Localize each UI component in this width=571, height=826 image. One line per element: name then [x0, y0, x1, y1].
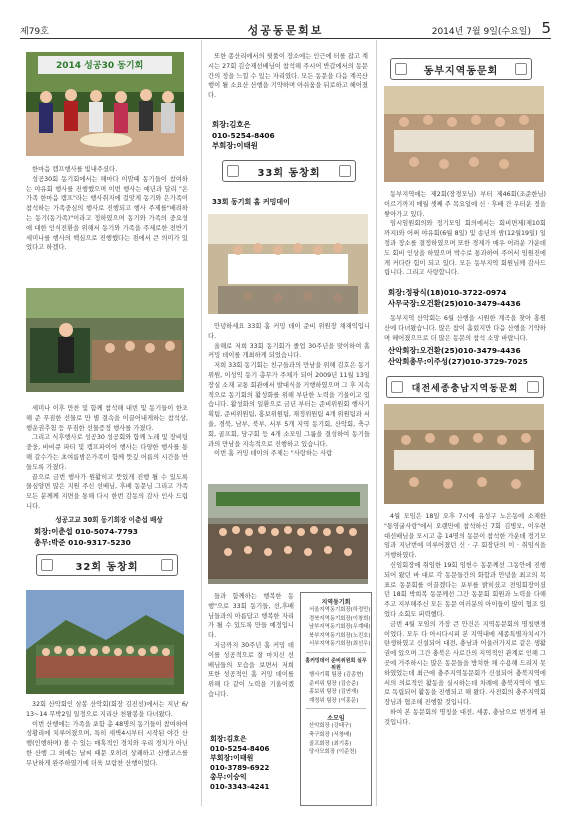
- banner-ornament-icon: [527, 381, 539, 393]
- paragraph: 동부지역 산악회는 6월 산행을 시원한 계곡을 찾아 홍원산에 다녀왔습니다. 많은 참이 흘렀지만 다음 산행을 기약하며 헤어졌으므로 더 많은 동문의 참석 소망 바랍니다.: [384, 315, 546, 342]
- banner-title: 32회 동창회: [75, 561, 139, 573]
- sidebar-line: 경북지역동기회장(이창희): [309, 615, 371, 622]
- banner-33rd-reunion: [222, 160, 356, 182]
- banner-ornament-icon: [41, 559, 53, 571]
- photo-32nd-hiking: [26, 590, 184, 694]
- contact-line: 회장:김호은: [210, 735, 247, 743]
- sidebar-line: 서울지역동기회장(하정민): [309, 607, 371, 613]
- issue-number: 제79호: [20, 27, 49, 37]
- article-30th-text-1: [26, 165, 188, 253]
- contact-line: 회장:정광식(18)010-3722-0974: [388, 288, 507, 297]
- paragraph: 이번 홈 커밍 데이의 주제는 "사랑하는 사람: [214, 450, 333, 458]
- signature-30th: 성공고교 30회 동기회장 이춘섭 배상: [55, 516, 163, 524]
- banner-title: 대전세종충남지역동문회: [411, 383, 519, 394]
- paragraph: 안녕하세요 33회 홈 커밍 데이 준비 위원장 채재익입니다.: [208, 323, 370, 340]
- paragraph: 하여 본 동문회의 명칭을 대전, 세종, 충남으로 변경케 된 것입니다.: [384, 708, 546, 726]
- photo-33rd-group: [208, 484, 368, 584]
- paragraph: 금번 4월 모임의 가장 큰 안건은 지역동문회의 명칭변경 이었다. 모두 다 아시다시피 본 지역내에 세종특별자치시가 탄생하였고 신설되어 대전, 충남과 어울러가지로 같은 생활권에 있으며 그간 충북은 사로간의 지역적인 관계로 인해 그곳에 거주하시는 많은 동문들을 방치한 채 수용해 드리지 못하였었는데 최근에 충주지역동문회가 신설되어 충북지역에서의 의료적인 활동을 실시하는데 차례에 충북지역이 별도로 독립되어 활동을 진행되고 해 왔다. 사전회의 충주지역회 장님과 협조해 진행할 것입니다.: [384, 620, 546, 707]
- photo-east-dinner: [384, 86, 544, 182]
- photo-banner-text: 2014 성공30 동기회: [56, 61, 144, 71]
- banner-ornament-icon: [161, 559, 173, 571]
- sidebar-divider: [306, 652, 366, 653]
- paragraph: 또한 종산리에서의 뒷풀이 장소에는 인근에 터를 잡고 계시는 27회 김승재선배님이 참석해 주시어 반갑에서의 동문간의 정을 느낄 수 있는 자리였다. 모든 동문을 다음 계곡산행이 될 소요산 산행을 기약하며 아쉬움을 뒤로하고 헤어졌다.: [208, 53, 368, 100]
- banner-ornament-icon: [391, 381, 403, 393]
- sidebar-line: 당사모회장 (이준천): [309, 749, 357, 756]
- contact-line: 총무:이승익: [210, 773, 247, 782]
- contact-line: 010-5254-8406: [210, 744, 270, 753]
- photo-33rd-meeting: [208, 214, 368, 314]
- article-30th-text-2: [26, 404, 188, 512]
- contact-line: 부회장:이태원: [212, 141, 258, 151]
- sidebar-heading: 지역동기회: [321, 599, 351, 606]
- contacts-east: [388, 288, 548, 309]
- sidebar-heading: 소모임: [327, 715, 345, 723]
- banner-daejeon-region: [386, 376, 544, 398]
- paragraph: 그리고 식후행사로 성공30 성공회와 함께 노래 및 장비팅 중웅, 바비큐 파티 및 캠프파이어 행사는 다양한 행사를 통해 갈수가는 초여름밤은가족이 함께 뜻깊 어름의 시간을 반들도록 가졌다.: [26, 434, 188, 471]
- sidebar-line: 준비위 팀장 (김승준): [309, 680, 359, 687]
- paragraph: 임시임원회의와 정기모임 회의에서는 회비면제(제10회까지)와 어쩌 야유회(6월 8일) 및 송년의 밤(12월19일) 일정과 장소를 결정하였으며 또한 경제가 매우 어려운 가운데도 회비 인상을 하였으며 박수로 통과하여 주어서 임원진에게 커다란 힘이 되고 있다. 모든 동부지역 회원님께 감사드립니다. 그리고 사랑합니다.: [384, 220, 546, 277]
- paragraph: 4월 모임은 18일 오후 7시에 유성구 노은동에 소재한 "통영굴사랑"에서 오랜만에 참석하신 7회 김병모, 이우련 대선배님을 모시고 총 14명의 동문이 참석한 가운데 정기모임과 지난번에 미루어졌던 신 · 구 회장단의 이 · 취임식을 거행하였다.: [384, 513, 546, 560]
- photo-daejeon-dinner: [384, 404, 544, 504]
- newspaper-title: 성공동문회보: [247, 24, 324, 37]
- sidebar-heading: 홈커밍데이 준비위원회 실무위원: [305, 657, 367, 671]
- contact-line: 총무:박준 010-9317-5230: [34, 537, 131, 547]
- sidebar-divider: [306, 708, 366, 709]
- contacts-east-hiking: [388, 346, 548, 367]
- sidebar-line: 골프회장 (최기홍): [309, 740, 352, 747]
- sidebar-line: 북부지역동기회장(노진호): [309, 632, 371, 639]
- caption-33rd-homecoming: 33회 동기회 홈 커밍데이: [212, 198, 290, 206]
- paragraph: 성공30회 동기회에서는 해마다 이맘때 동기들이 참여하는 야유회 행사를 진행했으며 이번 행사는 예년과 달리 "온가족 한마음 캠프"라는 행사취지에 걸맞게 동기와 은가족이 참석하는 가족중심의 행사로 진행되고 행사 주제를"배려하는 동기(동가족)"이라고 정하였으며 동기와 가족의 중요성에 대한 인식전환을 위해서 동기와 가족을 주제로한 전반기 세미나를 행사의 핵심으로 진행했다는 점에서 큰 의미가 있었다고 하겠다.: [26, 175, 188, 252]
- article-east-text-1: [384, 190, 546, 278]
- article-33rd-text-1: [208, 322, 370, 459]
- column-divider-1: [201, 40, 202, 806]
- paragraph: 세미나 이후 만찬 및 함께 참석해 내빈 및 동기들이 한조해 준 푸짐한 선물로 만 별 결속을 이끌어내게하는 참석상, 행운권추첨 등 푸짐한 선물증정 행사를 가졌다.: [26, 405, 188, 432]
- contacts-30th: [34, 527, 192, 548]
- sidebar-line: 홍보위 팀장 (김연재): [309, 689, 359, 696]
- photo-30th-camp-group: [26, 52, 184, 156]
- paragraph: 저희 33회 동기회는 친구들과의 만남을 위해 김호은 동기 위원, 이성익 동기 총무가 주체가 되어 2009년 11월 13일 장실 소재 교통 회관에서 발대식을 거행하였으며 그 후 지속적으로 동기회의 활성화를 위해 부단한 노력을 기울이고 있습니다. 활성화의 일환으로 금년 부터는 준비위원회 행사기획팀, 준비위원팀, 홍보위원팀, 재정위원팀 4개 위원팀과 서울, 경북, 남부, 북부, 서부 5개 지역 동기회, 산악회, 축구회, 골프회, 당구회 등 4개 소모임 그룹을 결성하여 동기들 과의 만남을 지속적으로 진행하고 있습니다.: [208, 362, 370, 448]
- sidebar-line: 행사기획 팀장 (김종현): [309, 671, 364, 678]
- banner-ornament-icon: [395, 63, 407, 75]
- paragraph: 끝으로 금번 행사가 원활히고 뜻있게 진행 될 수 있도록 물심양면 많은 지원 주신 선배님, 후배 동문님 그리고 가족 모든 분께께 지면을 통해 다시 한번 감동의 감사 인사 드립니다.: [26, 473, 188, 510]
- contact-line: 010-5254-8406: [212, 130, 275, 140]
- column-divider-2: [376, 40, 377, 806]
- page-number: 5: [541, 19, 551, 37]
- contact-line: 회장:이춘섭 010-5074-7793: [34, 527, 138, 536]
- paragraph: 한마음 캠프행사를 빛내주셨다.: [32, 166, 118, 173]
- paragraph: 신임회장에 취임한 19회 임헌수 동문께선 그동안에 진행되어 왔던 바 대로 각 동문들간의 화합과 안녕을 최고의 목표로 동문회를 이끌겠다는 포부를 밝히셨고 전임회장이셨던 18회 박희복 동문께선 그간 동문회 회원과 노력을 다해 주고 지부해주신 모든 동문 여러분의 아이들이 많이 협조 있었다 소회도 피력했다.: [384, 561, 546, 618]
- committee-sidebar: [300, 592, 372, 806]
- photo-30th-seminar: [26, 288, 184, 392]
- contact-line: 010-3343-4241: [210, 782, 270, 791]
- sidebar-line: 산악회장 (강태구): [309, 723, 352, 730]
- sidebar-line: 재정위 팀장 (이홍문): [309, 697, 359, 704]
- paragraph: 들과 함께하는 행복한 동행"으로 33회 동기들, 선,후배님들과의 아름답고 행복한 자리가 될 수 있도록 만들 예정입니다.: [208, 593, 294, 640]
- article-daejeon-text: [384, 512, 546, 728]
- paragraph: 이번 산행에는 가족을 포함 총 48명의 동기들이 참여하여 성황리에 치루어졌으며, 특히 새벽4시부터 시작된 야간 산행(인행하며) 볼 수 있는 매혹적인 경치와 우리 경치가 아닌 한 산행 그 외에는 날씨 때문 오히려 상쾌하고 산행코스를 무난하게 완주하였기에 더욱 보람찬 산행이었다.: [26, 720, 188, 767]
- contact-line: 산악회총무:이주성(27)010-3729-7025: [388, 356, 528, 366]
- article-32nd-text: [26, 700, 188, 769]
- contacts-32nd: [212, 120, 372, 152]
- article-east-text-2: [384, 314, 546, 343]
- contact-line: 010-3789-6922: [210, 763, 270, 772]
- paragraph: 동부지역에는 제2회(장경모님) 부터 제46회(조준한님) 이르기까지 매월 셋째 주 목요일에 신 · 후배 간 우터운 정을 쌓아가고 있다.: [384, 191, 546, 218]
- banner-ornament-icon: [227, 165, 239, 177]
- banner-ornament-icon: [515, 63, 527, 75]
- paragraph: 지금까지 30주년 홈 커밍 데이를 성공적으로 잘 마치신 선배님들의 모습을 보면서 저희 또한 성공적인 홈 커밍 데이를 위해 다 같이 노력을 기울이겠습니다.: [208, 641, 294, 698]
- banner-title: 동부지역동문회: [423, 65, 499, 77]
- banner-32nd-reunion: [36, 554, 178, 576]
- contact-line: 회장:김호은: [212, 120, 251, 129]
- sidebar-line: 축구회장 (서창배): [309, 731, 352, 738]
- contact-line: 사무국장:오건환(25)010-3479-4436: [388, 298, 521, 308]
- contact-line: 부회장:이태원: [210, 754, 254, 763]
- paragraph: 32회 산악회인 삼봉 산악회(회장 김진선)에서는 지난 6/13~14 무박2일 일정으로 지리산 천왕봉을 다녀왔다.: [26, 701, 188, 718]
- sidebar-line: 남부지역동기회장(우계태): [309, 624, 371, 631]
- issue-date: 2014년 7월 9일(수요일): [431, 27, 531, 37]
- article-32nd-text-cont: [208, 52, 368, 101]
- banner-ornament-icon: [339, 165, 351, 177]
- header-rule: [20, 38, 551, 39]
- sidebar-line: 서부지역동기회장(최선우): [309, 641, 371, 648]
- page-header: [20, 19, 551, 37]
- article-33rd-text-2: [208, 592, 294, 700]
- paragraph: 올해로 저희 33회 동기회가 졸업 30주년을 맞이하여 홈 커밍 데이를 개최하게 되었습니다.: [208, 342, 370, 360]
- contact-line: 산악회장:오건환(25)010-3479-4436: [388, 346, 521, 355]
- contacts-33rd: [210, 735, 296, 793]
- banner-title: 33회 동창회: [257, 167, 321, 179]
- banner-east-region: [390, 58, 532, 80]
